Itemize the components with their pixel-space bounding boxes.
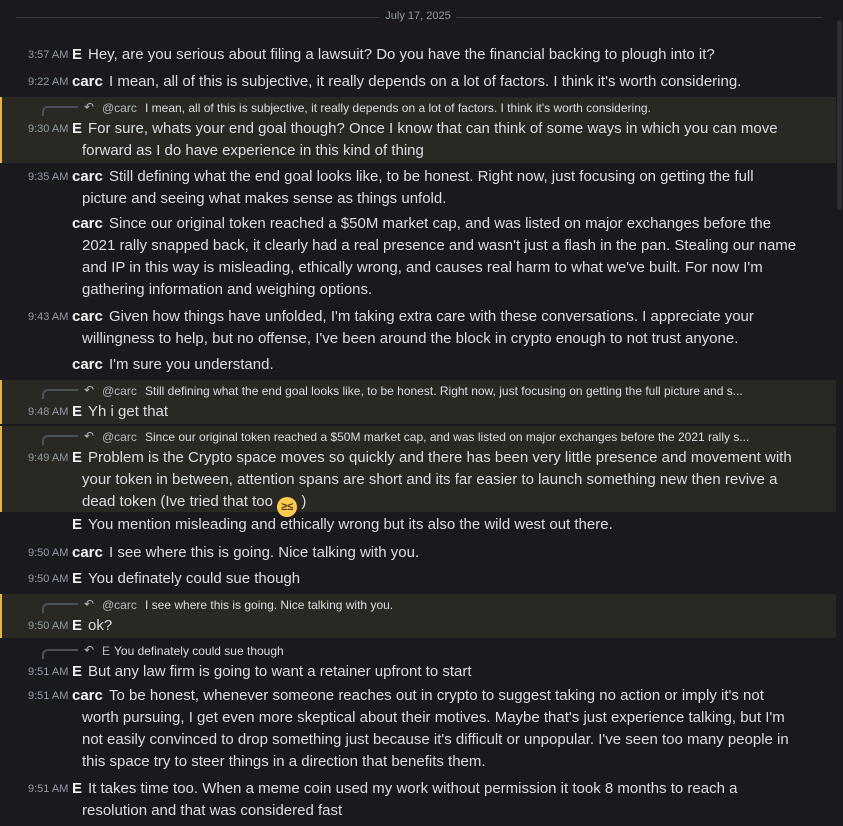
reply-arrow-icon: ↶: [84, 429, 95, 443]
message-text: picture and seeing what makes sense as things unfold.: [82, 190, 447, 207]
grinning-squinting-face-icon[interactable]: ≥≤: [277, 497, 297, 517]
reply-author[interactable]: @carc: [102, 101, 137, 115]
message[interactable]: [0, 778, 836, 824]
message-text: worth pursuing, I get even more skeptical about their motives. Maybe that's just experience talking, but I'm: [82, 709, 785, 726]
message-author[interactable]: E: [72, 46, 83, 63]
message-text: I see where this is going. Nice talking with you.: [109, 544, 420, 561]
message[interactable]: [0, 71, 836, 95]
message-text: forward as I do have experience in this kind of thing: [82, 142, 424, 159]
message-timestamp: 9:50 AM: [28, 547, 69, 559]
reply-spine: [42, 603, 78, 613]
message-text-part: dead token (Ive tried that too: [82, 493, 273, 510]
reply-author[interactable]: @carc: [102, 598, 137, 612]
message[interactable]: [0, 640, 836, 684]
reply-preview[interactable]: I see where this is going. Nice talking with you.: [145, 598, 394, 612]
message-author[interactable]: carc: [72, 168, 103, 185]
message-author[interactable]: carc: [72, 73, 103, 90]
message-timestamp: 9:51 AM: [28, 690, 69, 702]
reply-author[interactable]: @carc: [102, 384, 137, 398]
message-author[interactable]: carc: [72, 356, 103, 373]
message[interactable]: [0, 568, 836, 592]
reply-preview[interactable]: Still defining what the end goal looks like, to be honest. Right now, just focusing on getting the full picture and s...: [145, 384, 743, 398]
message-text: and IP in this way is misleading, ethically wrong, and causes real harm to what we've built. For now I'm: [82, 259, 763, 276]
message-mention[interactable]: [0, 380, 836, 424]
reply-author[interactable]: E: [102, 644, 111, 658]
message-author[interactable]: E: [72, 617, 83, 634]
message-author[interactable]: E: [72, 120, 83, 137]
message-author[interactable]: E: [72, 403, 83, 420]
message[interactable]: [0, 514, 836, 538]
message-timestamp: 9:22 AM: [28, 76, 69, 88]
message-author[interactable]: E: [72, 780, 83, 797]
message-author[interactable]: carc: [72, 687, 103, 704]
reply-spine: [42, 389, 78, 399]
reply-preview[interactable]: I mean, all of this is subjective, it really depends on a lot of factors. I think it's worth considering.: [145, 101, 651, 115]
date-divider-label: July 17, 2025: [379, 10, 456, 22]
message-text: your token in between, attention spans are short and its far easier to launch something new then revive a: [82, 471, 778, 488]
message-timestamp: 9:30 AM: [28, 123, 69, 135]
message-text: Yh i get that: [88, 403, 169, 420]
message-timestamp: 3:57 AM: [28, 49, 69, 61]
reply-arrow-icon: ↶: [84, 643, 95, 657]
message[interactable]: [0, 542, 836, 566]
message-text: For sure, whats your end goal though? Once I know that can think of some ways in which you can move: [88, 120, 778, 137]
message-text: not easily convinced to drop something just because it's difficult or unpopular. I've seen too many people in: [82, 731, 789, 748]
message[interactable]: [0, 685, 836, 775]
message-text: To be honest, whenever someone reaches out in crypto to suggest taking no action or imply it's not: [109, 687, 764, 704]
message-text: I'm sure you understand.: [109, 356, 274, 373]
scrollbar-thumb[interactable]: [837, 20, 842, 210]
message-text: Given how things have unfolded, I'm taking extra care with these conversations. I appreciate your: [109, 308, 754, 325]
message-text: But any law firm is going to want a retainer upfront to start: [88, 663, 472, 680]
message[interactable]: [0, 354, 836, 378]
message-timestamp: 9:51 AM: [28, 783, 69, 795]
message[interactable]: [0, 213, 836, 303]
reply-spine: [42, 106, 78, 116]
message-timestamp: 9:51 AM: [28, 666, 69, 678]
reply-author[interactable]: @carc: [102, 430, 137, 444]
message-mention[interactable]: [0, 594, 836, 638]
message-author[interactable]: carc: [72, 544, 103, 561]
message-text: this space try to steer things in a direction that benefits them.: [82, 753, 486, 770]
message-timestamp: 9:50 AM: [28, 573, 69, 585]
reply-arrow-icon: ↶: [84, 100, 95, 114]
reply-arrow-icon: ↶: [84, 383, 95, 397]
message-author[interactable]: E: [72, 570, 83, 587]
message-text: resolution and that was considered fast: [82, 802, 343, 819]
message-text: I mean, all of this is subjective, it really depends on a lot of factors. I think it's worth considering.: [109, 73, 742, 90]
message-text: It takes time too. When a meme coin used my work without permission it took 8 months to reach a: [88, 780, 738, 797]
message-timestamp: 9:49 AM: [28, 452, 69, 464]
message-mention[interactable]: [0, 97, 836, 163]
message-text: ok?: [88, 617, 113, 634]
message-text: Problem is the Crypto space moves so quickly and there has been very little presence and movement with: [88, 449, 792, 466]
message-text: Still defining what the end goal looks like, to be honest. Right now, just focusing on getting the full: [109, 168, 754, 185]
message-timestamp: 9:43 AM: [28, 311, 69, 323]
reply-arrow-icon: ↶: [84, 597, 95, 611]
message-author[interactable]: carc: [72, 308, 103, 325]
message-text-part: ): [301, 493, 307, 510]
message-author[interactable]: carc: [72, 215, 103, 232]
message-text: willingness to help, but no offense, I've been around the block in crypto enough to not trust anyone.: [82, 330, 739, 347]
reply-preview[interactable]: Since our original token reached a $50M market cap, and was listed on major exchanges before the 2021 rally s...: [145, 430, 750, 444]
message-timestamp: 9:35 AM: [28, 171, 69, 183]
message-author[interactable]: E: [72, 663, 83, 680]
message-text: You definately could sue though: [88, 570, 301, 587]
message[interactable]: [0, 306, 836, 352]
message-text: 2021 rally snapped back, it clearly had a real presence and wasn't just a flash in the pan. Stealing our name: [82, 237, 797, 254]
message-author[interactable]: E: [72, 449, 83, 466]
reply-spine: [42, 649, 78, 659]
message-text: You mention misleading and ethically wrong but its also the wild west out there.: [88, 516, 613, 533]
scrollbar[interactable]: [836, 0, 843, 826]
message-text: gathering information and weighing options.: [82, 281, 373, 298]
reply-spine: [42, 435, 78, 445]
reply-preview[interactable]: You definately could sue though: [114, 644, 284, 658]
message[interactable]: [0, 166, 836, 212]
message-mention[interactable]: [0, 426, 836, 512]
message-text: Since our original token reached a $50M market cap, and was listed on major exchanges before the: [109, 215, 772, 232]
message-timestamp: 9:50 AM: [28, 620, 69, 632]
message-author[interactable]: E: [72, 516, 83, 533]
message[interactable]: [0, 44, 836, 68]
message-text: Hey, are you serious about filing a lawsuit? Do you have the financial backing to plough into it?: [88, 46, 715, 63]
message-timestamp: 9:48 AM: [28, 406, 69, 418]
